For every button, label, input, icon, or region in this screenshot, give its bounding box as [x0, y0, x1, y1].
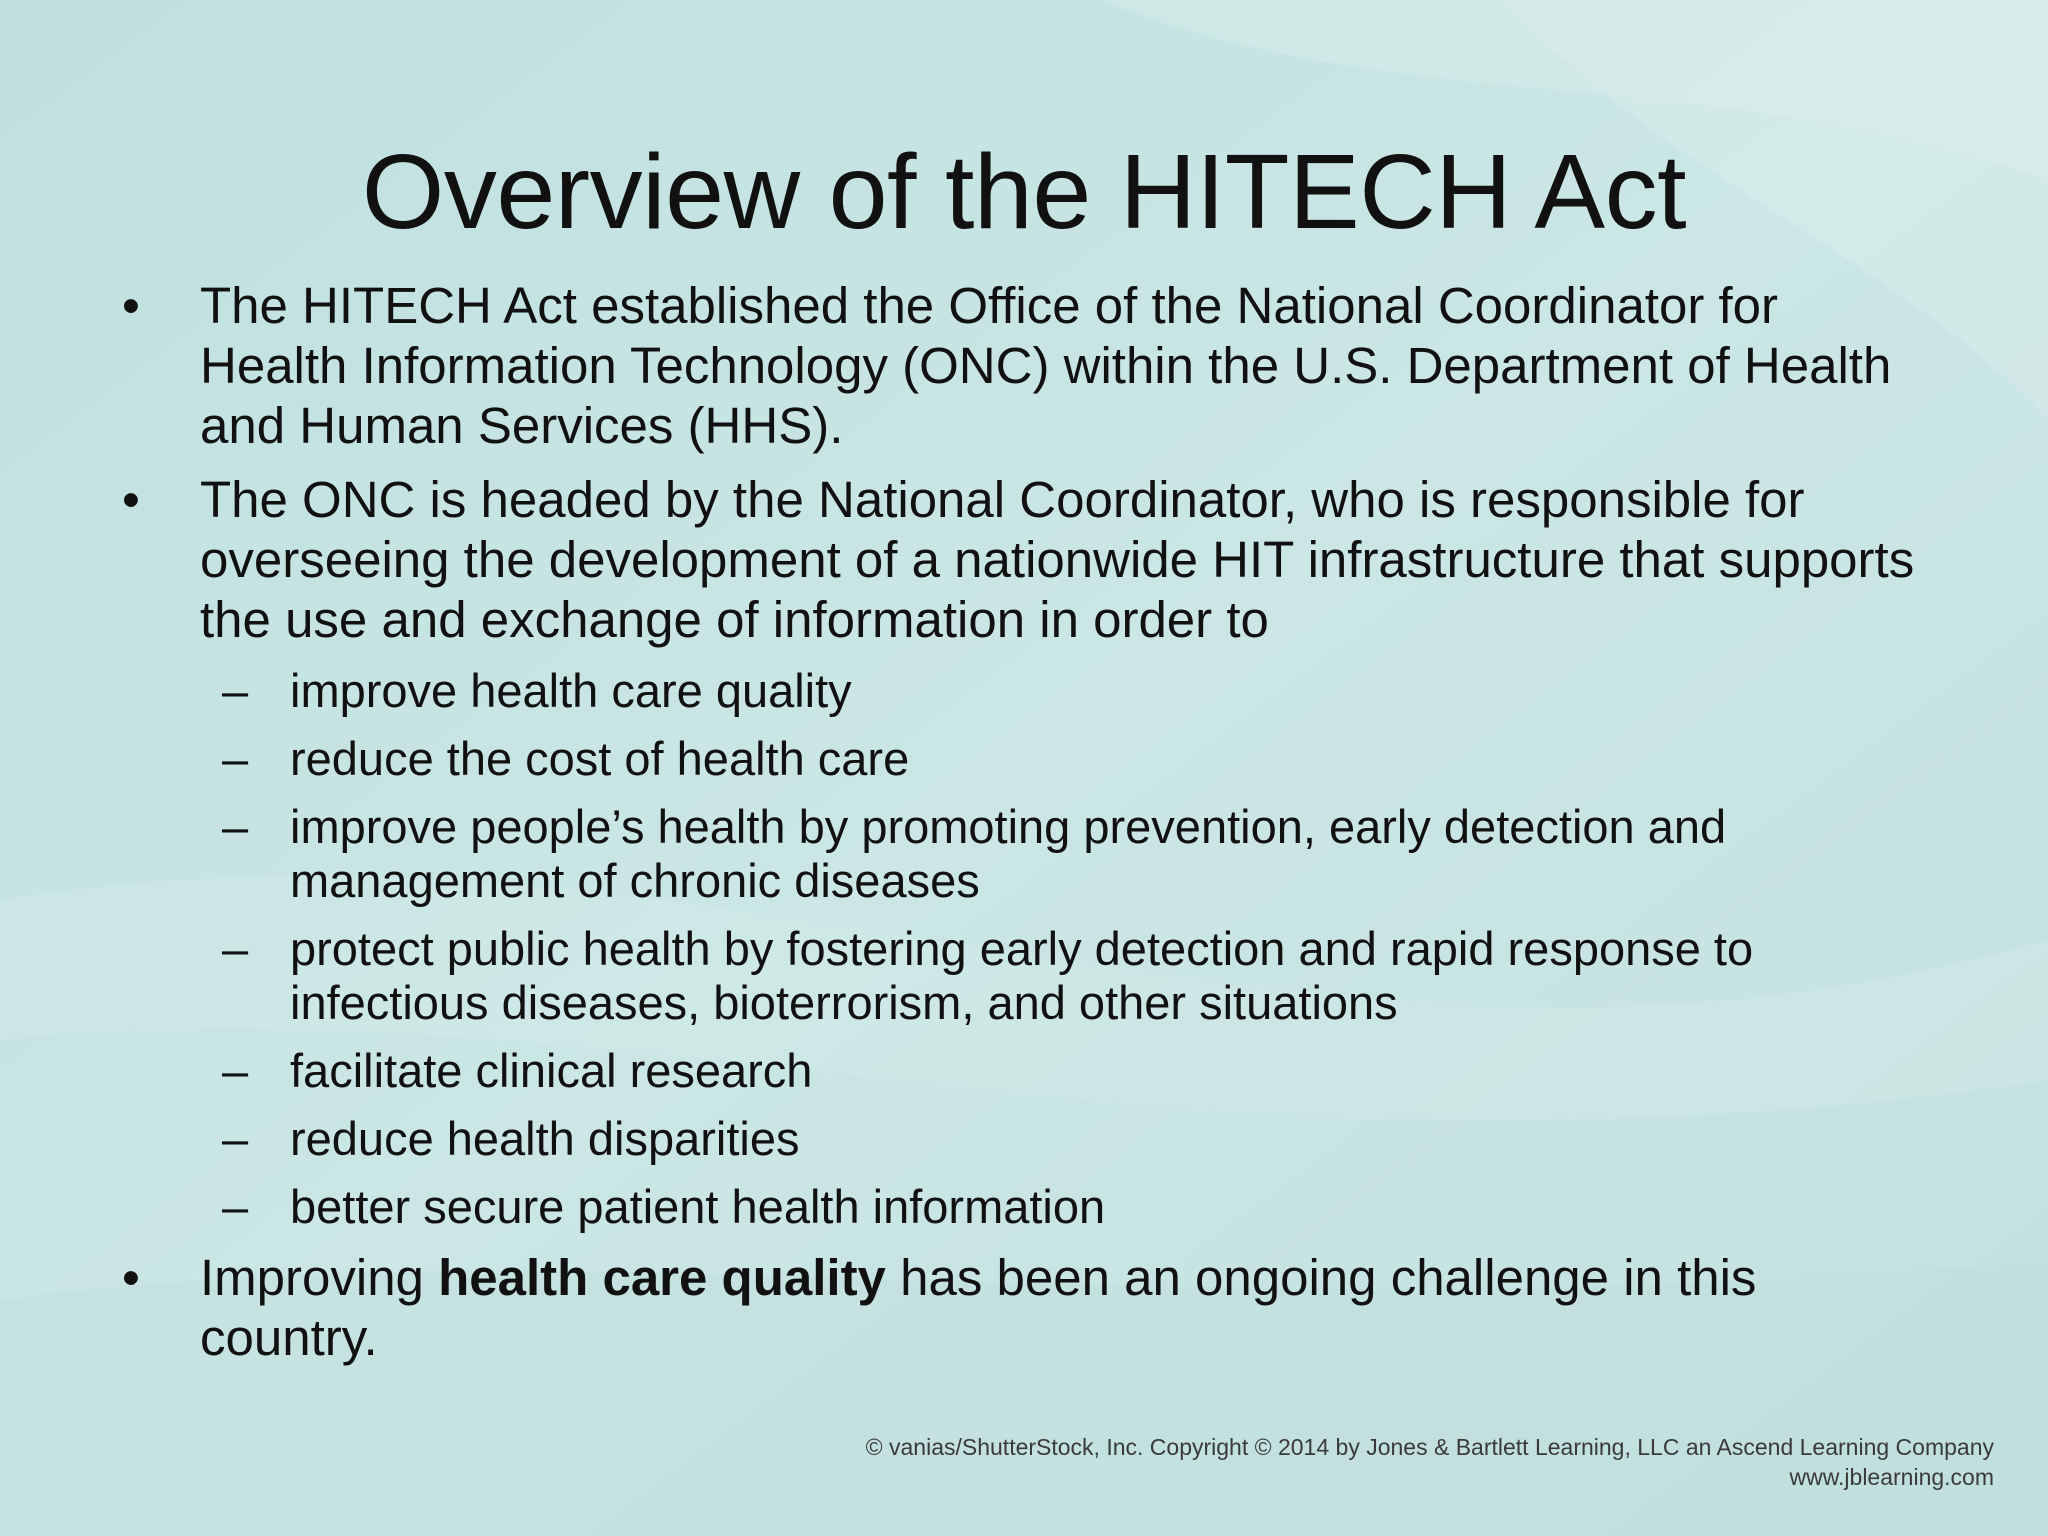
sub-item: [222, 800, 1910, 908]
bullet-text: The HITECH Act established the Office of the National Coordinator for Health Information Technology (ONC) within the U.S. Department of Health and Human Services (HHS).: [200, 277, 1892, 454]
bullet-marker: •: [122, 471, 140, 528]
slide-content: [122, 276, 1922, 1382]
bullet-item: [122, 470, 1922, 650]
bullet-marker: •: [122, 1249, 140, 1306]
copyright-text: © vanias/ShutterStock, Inc. Copyright © 2014 by Jones & Bartlett Learning, LLC an Ascend Learning Company: [865, 1434, 1994, 1460]
sub-text: facilitate clinical research: [290, 1044, 813, 1097]
sub-marker: –: [222, 800, 249, 853]
bullet-item: [122, 276, 1922, 456]
sub-item: [222, 922, 1910, 1030]
sub-item: [222, 1112, 1910, 1166]
sub-marker: –: [222, 1044, 249, 1097]
bullet-text-prefix: Improving: [200, 1249, 439, 1306]
sub-item: [222, 664, 1910, 718]
bullet-text: The ONC is headed by the National Coordinator, who is responsible for overseeing the development of a nationwide HIT infrastructure that supports the use and exchange of information in order to: [200, 471, 1915, 648]
copyright-footer: [866, 1432, 1994, 1492]
bullet-item: [122, 1248, 1922, 1368]
sub-item: [222, 1044, 1910, 1098]
sub-text: improve health care quality: [290, 664, 852, 717]
sub-list: [122, 664, 1922, 1234]
website-text: www.jblearning.com: [1789, 1464, 1994, 1490]
sub-marker: –: [222, 1180, 249, 1233]
slide-title: Overview of the HITECH Act: [361, 133, 1687, 251]
sub-text: reduce health disparities: [290, 1112, 800, 1165]
sub-text: better secure patient health information: [290, 1180, 1106, 1233]
sub-item: [222, 732, 1910, 786]
sub-text: protect public health by fostering early detection and rapid response to infectious diseases, bioterrorism, and other situations: [290, 922, 1754, 1029]
bullet-text-suffix: has been an ongoing challenge in this country.: [200, 1249, 1757, 1366]
sub-marker: –: [222, 664, 249, 717]
sub-item: [222, 1180, 1910, 1234]
sub-marker: –: [222, 922, 249, 975]
sub-text: improve people’s health by promoting prevention, early detection and management of chronic diseases: [290, 800, 1727, 907]
sub-text: reduce the cost of health care: [290, 732, 910, 785]
sub-marker: –: [222, 1112, 249, 1165]
sub-marker: –: [222, 732, 249, 785]
bullet-text-bold: health care quality: [438, 1249, 886, 1306]
bullet-marker: •: [122, 277, 140, 334]
